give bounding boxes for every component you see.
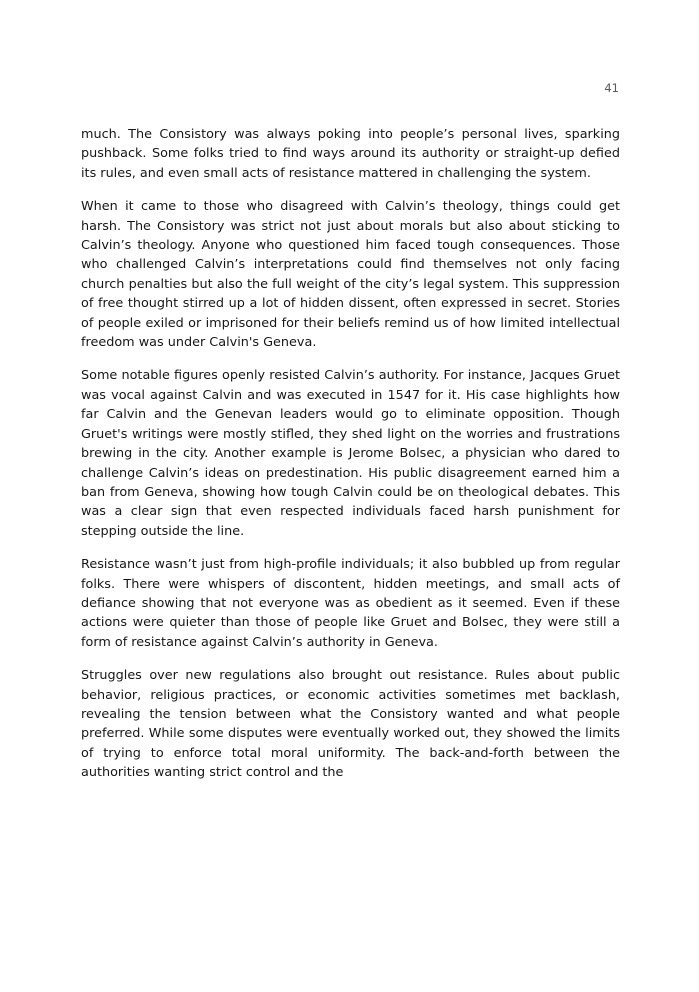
page-body-text [81, 125, 620, 783]
paragraph: Struggles over new regulations also brought out resistance. Rules about public behavior, religious practices, or economic activities sometimes met backlash, revealing the tension between what the Consistory wanted and what people preferred. While some disputes were eventually worked out, they showed the limits of trying to enforce total moral uniformity. The back-and-forth between the authorities wanting strict control and the [81, 668, 620, 781]
paragraph: When it came to those who disagreed with Calvin’s theology, things could get harsh. The Consistory was strict not just about morals but also about sticking to Calvin’s theology. Anyone who questioned him faced tough consequences. Those who challenged Calvin’s interpretations could find themselves not only facing church penalties but also the full weight of the city’s legal system. This suppression of free thought stirred up a lot of hidden dissent, often expressed in secret. Stories of people exiled or imprisoned for their beliefs remind us of how limited intellectual freedom was under Calvin's Geneva. [81, 199, 620, 351]
paragraph: Resistance wasn’t just from high-profile individuals; it also bubbled up from regular folks. There were whispers of discontent, hidden meetings, and small acts of defiance showing that not everyone was as obedient as it seemed. Even if these actions were quieter than those of people like Gruet and Bolsec, they were still a form of resistance against Calvin’s authority in Geneva. [81, 557, 620, 650]
paragraph: Some notable figures openly resisted Calvin’s authority. For instance, Jacques Gruet was vocal against Calvin and was executed in 1547 for it. His case highlights how far Calvin and the Genevan leaders would go to eliminate opposition. Though Gruet's writings were mostly stifled, they shed light on the worries and frustrations brewing in the city. Another example is Jerome Bolsec, a physician who dared to challenge Calvin’s ideas on predestination. His public disagreement earned him a ban from Geneva, showing how tough Calvin could be on theological debates. This was a clear sign that even respected individuals faced harsh punishment for stepping outside the line. [81, 368, 620, 539]
paragraph: much. The Consistory was always poking into people’s personal lives, sparking pushback. Some folks tried to find ways around its authority or straight-up defied its rules, and even small acts of resistance mattered in challenging the system. [81, 127, 620, 181]
page-number: 41 [604, 81, 619, 95]
